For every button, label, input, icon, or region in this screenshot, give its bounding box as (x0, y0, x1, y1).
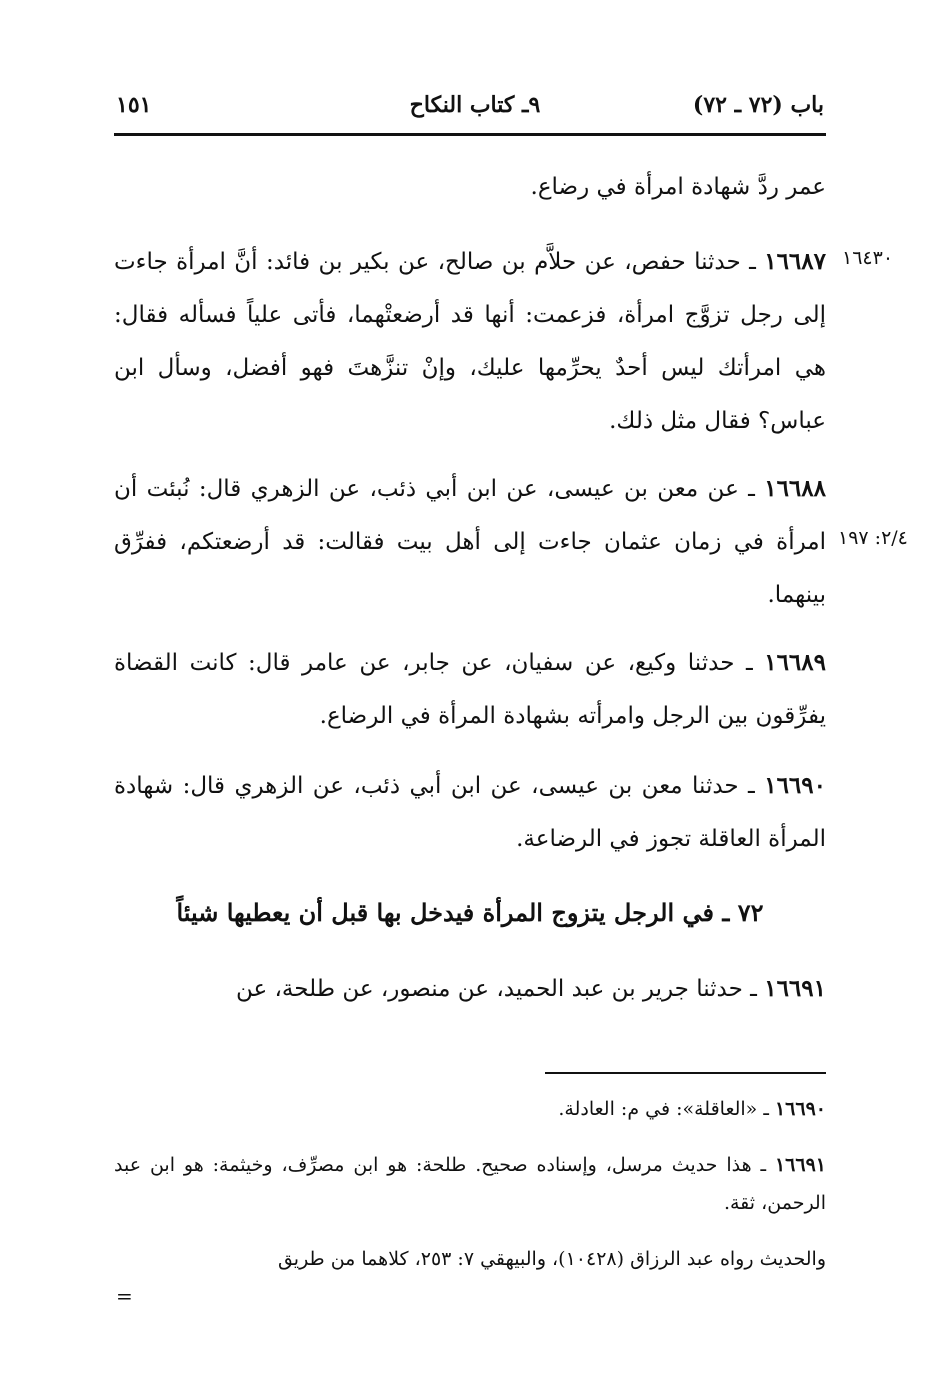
margin-note-volume: ٢/٤: ١٩٧ (838, 527, 908, 549)
hadith-16688 (114, 462, 826, 622)
section-heading: ٧٢ ـ في الرجل يتزوج المرأة فيدخل بها قبل أن يعطيها شيئاً (176, 898, 764, 927)
header-rule (114, 133, 826, 136)
hadith-number: ١٦٦٩١ (764, 975, 826, 1002)
hadith-text: ـ عن معن بن عيسى، عن ابن أبي ذئب، عن الزهري قال: نُبئت أن امرأة في زمان عثمان جاءت إلى أهل بيت فقالت: قد أرضعتكم، ففرِّق بينهما. (114, 476, 826, 608)
page-number: ١٥١ (116, 92, 152, 118)
hadith-number: ١٦٦٨٩ (764, 649, 826, 676)
book-title: ٩ـ كتاب النكاح (409, 92, 541, 118)
continuation-mark: = (116, 1284, 133, 1308)
footnote-text: ـ هذا حديث مرسل، وإسناده صحيح. طلحة: هو ابن مصرِّف، وخيثمة: هو ابن عبد الرحمن، ثقة. (114, 1154, 826, 1214)
paragraph-text: عمر ردَّ شهادة امرأة في رضاع. (530, 174, 826, 200)
hadith-text: ـ حدثنا معن بن عيسى، عن ابن أبي ذئب، عن الزهري قال: شهادة المرأة العاقلة تجوز في الرضاعة. (114, 773, 826, 852)
hadith-text: ـ حدثنا جرير بن عبد الحميد، عن منصور، عن طلحة، عن (235, 976, 765, 1002)
hadith-16689 (114, 636, 826, 743)
footnote-text: ـ «العاقلة»: في م: العادلة. (558, 1098, 775, 1120)
paragraph-continuation (114, 161, 826, 214)
hadith-16690 (114, 759, 826, 866)
footnote-separator (545, 1072, 826, 1074)
hadith-number: ١٦٦٩٠ (764, 772, 826, 799)
footnote-number: ١٦٦٩٠ (774, 1098, 826, 1120)
footnote-16690 (114, 1090, 826, 1128)
hadith-number: ١٦٦٨٧ (764, 248, 826, 275)
footnote-text: والحديث رواه عبد الرزاق (١٠٤٢٨)، والبيهقي ٧: ٢٥٣، كلاهما من طريق (277, 1248, 826, 1270)
chapter-range: باب (٧٢ ـ ٧٢) (692, 92, 824, 118)
footnote-16691 (114, 1146, 826, 1222)
footnote-number: ١٦٦٩١ (774, 1154, 826, 1176)
margin-note-ref: ١٦٤٣٠ (842, 247, 894, 269)
hadith-text: ـ حدثنا وكيع، عن سفيان، عن جابر، عن عامر قال: كانت القضاة يفرِّقون بين الرجل وامرأته بشهادة المرأة في الرضاع. (114, 650, 826, 729)
hadith-text: ـ حدثنا حفص، عن حلاَّم بن صالح، عن بكير بن فائد: أنَّ امرأة جاءت إلى رجل تزوَّج امرأة، فزعمت: أنها قد أرضعتْهما، فأتى علياً فسأله فقال: هي امرأتك ليس أحدٌ يحرِّمها عليك، وإنْ تنزَّهتَ فهو أفضل، وسأل ابن عباس؟ فقال مثل ذلك. (114, 249, 826, 434)
hadith-16691 (114, 962, 826, 1016)
hadith-16687 (114, 235, 826, 448)
footnote-continued (114, 1240, 826, 1278)
hadith-number: ١٦٦٨٨ (764, 475, 826, 502)
